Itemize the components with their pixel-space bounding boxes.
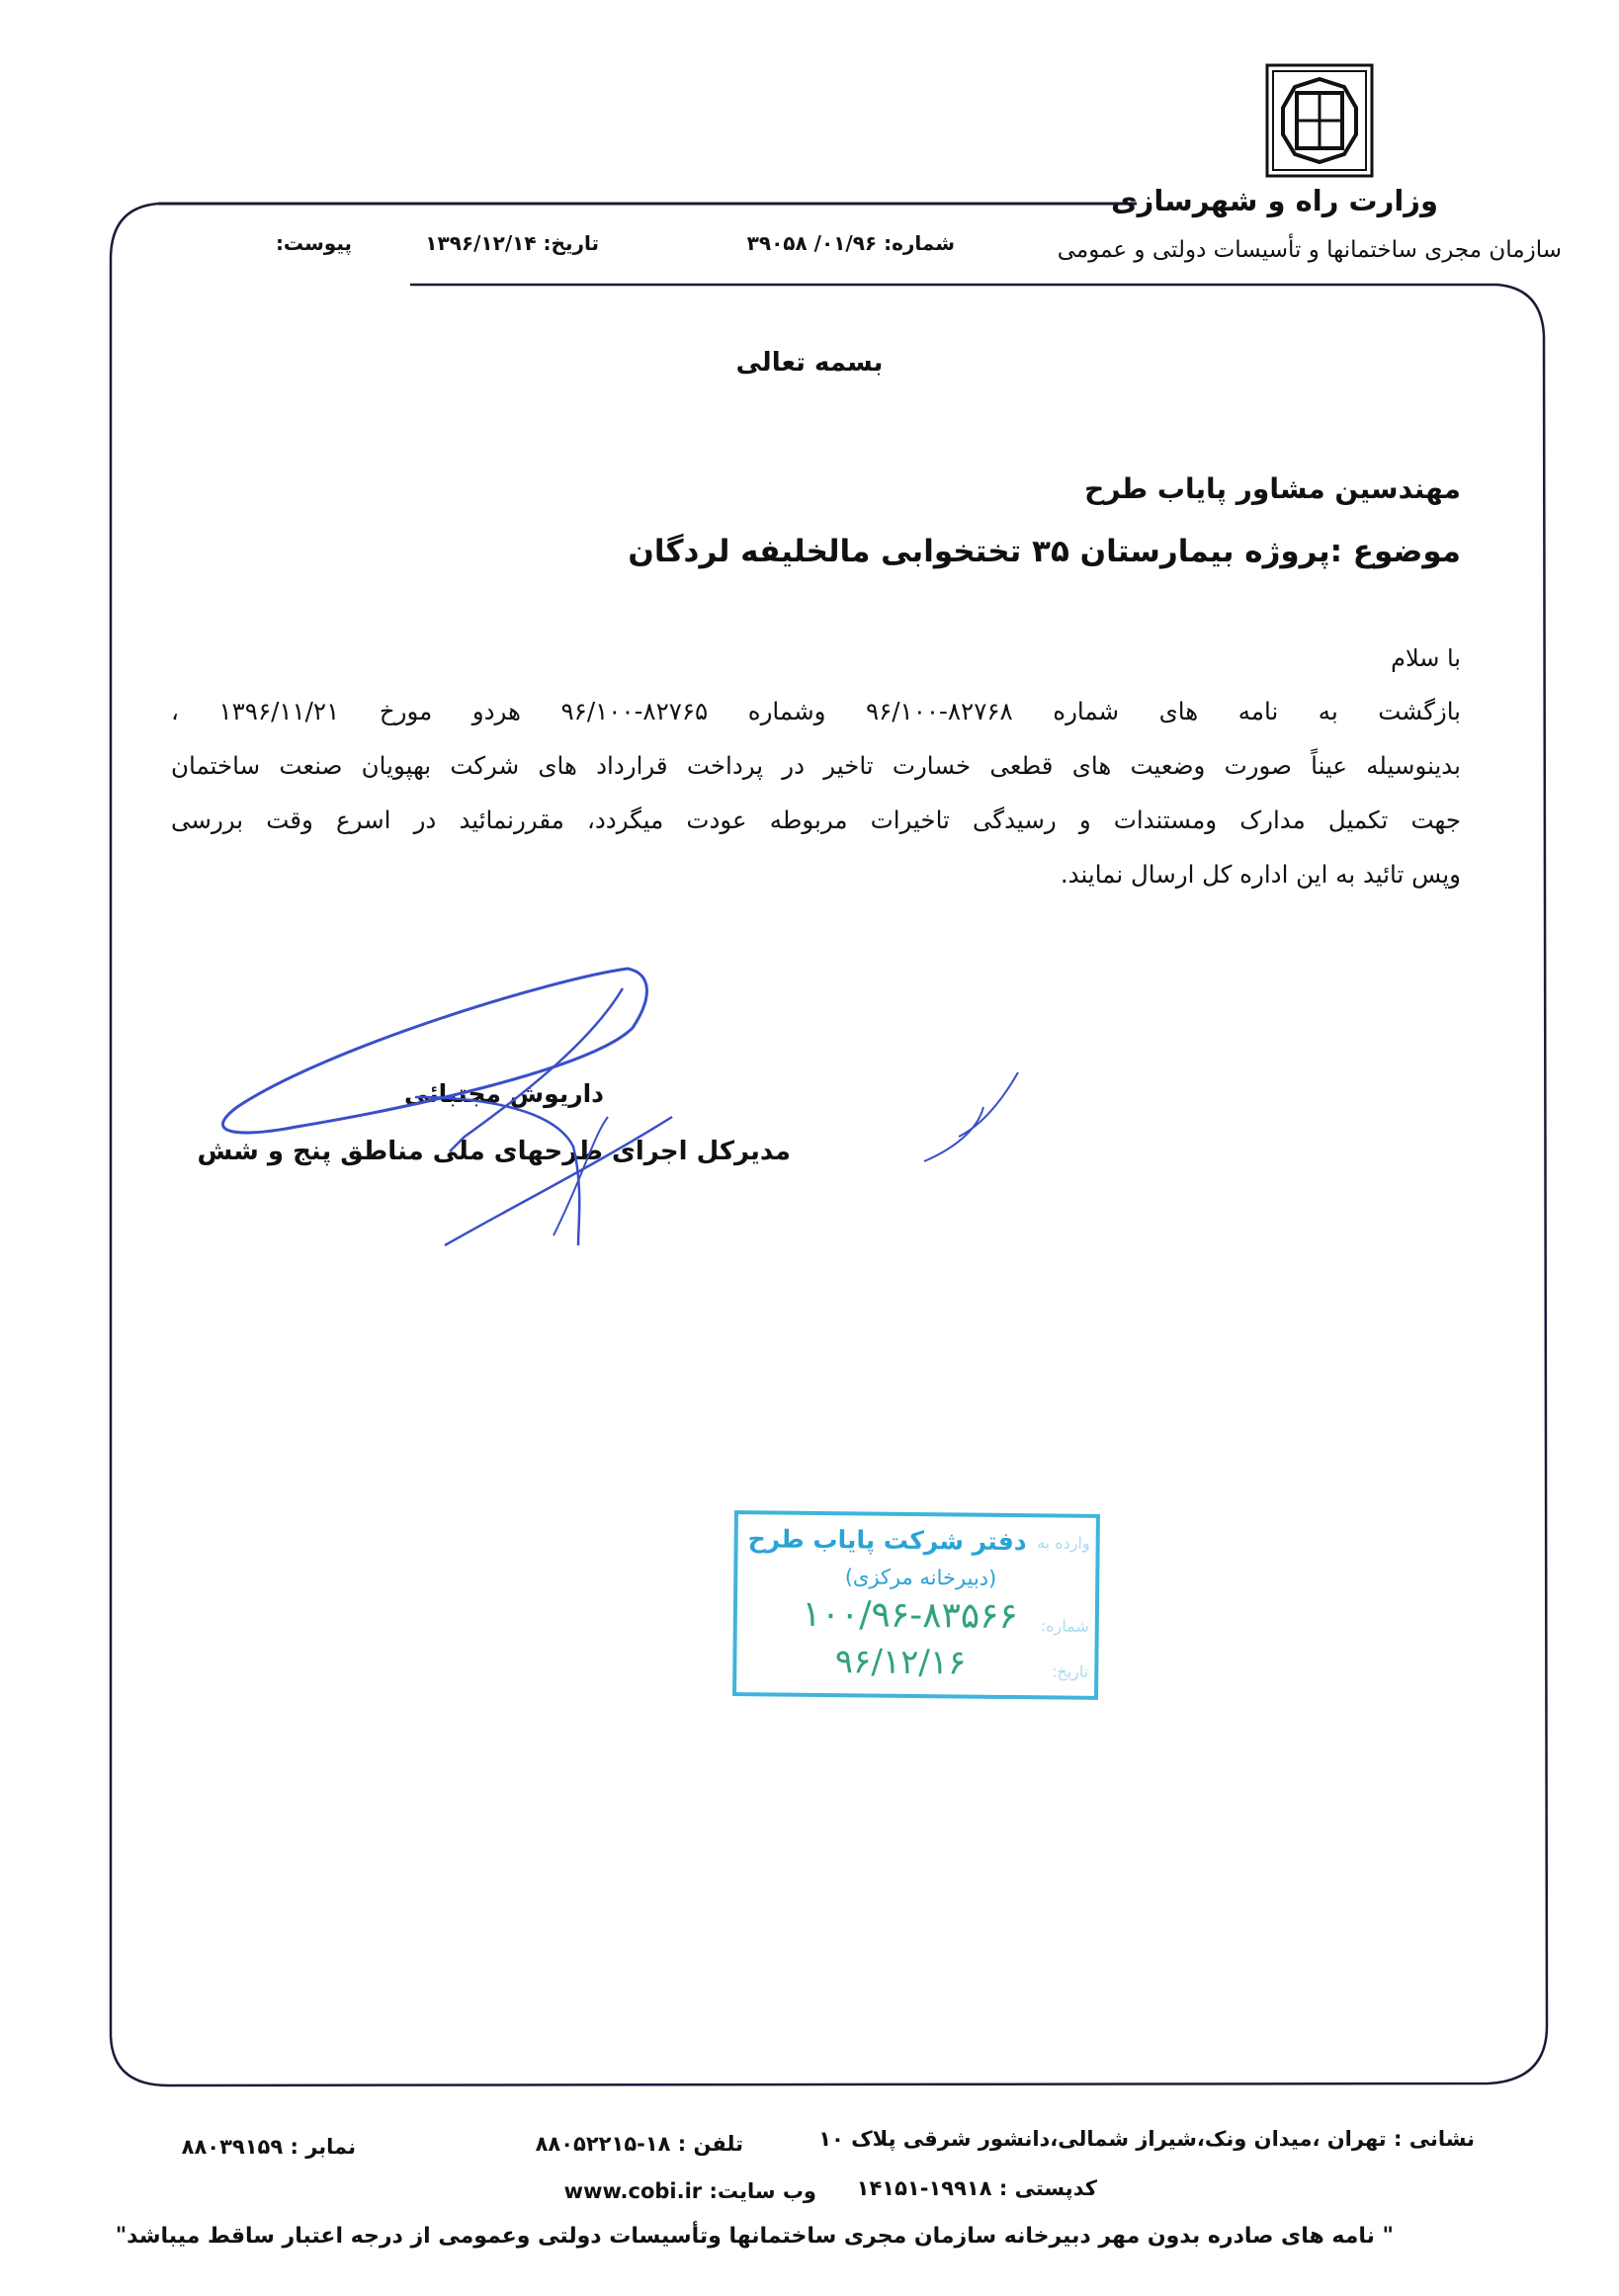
number-label: شماره: bbox=[884, 231, 955, 255]
stamp-company: دفتر شرکت پایاب طرح bbox=[747, 1524, 1027, 1557]
footer-phone: تلفن : ۱۸-۸۸۰۵۲۲۱۵ bbox=[535, 2132, 743, 2156]
footer-address: نشانی : تهران ،میدان ونک،شیراز شمالی،دانشور شرقی پلاک ۱۰ bbox=[818, 2127, 1475, 2151]
subject: موضوع :پروژه بیمارستان ۳۵ تختخوابی مالخلیفه لردگان bbox=[628, 534, 1461, 569]
stamp-date-label: تاریخ: bbox=[1051, 1661, 1089, 1681]
stamp-department: (دبیرخانه مرکزی) bbox=[844, 1565, 997, 1590]
greeting: با سلام bbox=[1391, 644, 1461, 672]
invocation: بسمه تعالی bbox=[735, 348, 884, 378]
addressee: مهندسین مشاور پایاب طرح bbox=[1084, 472, 1461, 505]
stamp-number-label: شماره: bbox=[1040, 1616, 1089, 1636]
ministry-logo bbox=[1265, 63, 1374, 178]
stamp-received-label: وارده به bbox=[1037, 1533, 1090, 1553]
body-line: وپس تائید به این اداره کل ارسال نمایند. bbox=[1060, 860, 1461, 889]
attachment-label: پیوست: bbox=[275, 231, 352, 255]
signatory-title: مدیرکل اجرای طرحهای ملی مناطق پنج و شش bbox=[197, 1137, 791, 1166]
body-line: بدینوسیله عیناً صورت وضعیت های قطعی خسارت تاخیر در پرداخت قرارداد های شرکت بهپویان صنعت ساختمان bbox=[171, 751, 1461, 780]
footer-website bbox=[564, 2179, 816, 2203]
website-label: وب سایت: bbox=[709, 2179, 816, 2203]
signatory-name: داریوش مجتبائی bbox=[403, 1079, 605, 1108]
footer-postal-code: کدپستی : ۱۹۹۱۸-۱۴۱۵۱ bbox=[856, 2176, 1097, 2200]
stamp-number: ۱۰۰/۹۶-۸۳۵۶۶ bbox=[802, 1593, 1019, 1638]
date-label: تاریخ: bbox=[543, 231, 599, 255]
body-line: جهت تکمیل مدارک ومستندات و رسیدگی تاخیرات مربوطه عودت میگردد، مقررنمائید در اسرع وقت بررسی bbox=[171, 806, 1461, 834]
organization-name: سازمان مجری ساختمانها و تأسیسات دولتی و عمومی bbox=[1057, 237, 1562, 263]
letter-number bbox=[747, 231, 955, 255]
website-link[interactable]: www.cobi.ir bbox=[563, 2179, 703, 2203]
date-value: ۱۳۹۶/۱۲/۱۴ bbox=[425, 231, 537, 255]
footer-fax: نمابر : ۸۸۰۳۹۱۵۹ bbox=[181, 2135, 356, 2159]
letter-date bbox=[425, 231, 599, 255]
stamp-date: ۹۶/۱۲/۱۶ bbox=[834, 1642, 967, 1683]
secretariat-stamp bbox=[732, 1510, 1100, 1700]
number-value: ۰۱/۹۶/ ۳۹۰۵۸ bbox=[746, 231, 878, 255]
body-line: بازگشت به نامه های شماره ۸۲۷۶۸-۹۶/۱۰۰ وشماره ۸۲۷۶۵-۹۶/۱۰۰ هردو مورخ ۱۳۹۶/۱۱/۲۱ ، bbox=[171, 697, 1462, 725]
ministry-name: وزارت راه و شهرسازی bbox=[1111, 184, 1438, 217]
footer-notice: " نامه های صادره بدون مهر دبیرخانه سازمان مجری ساختمانها وتأسیسات دولتی وعمومی از درجه اعتبار ساقط میباشد" bbox=[115, 2224, 1394, 2249]
